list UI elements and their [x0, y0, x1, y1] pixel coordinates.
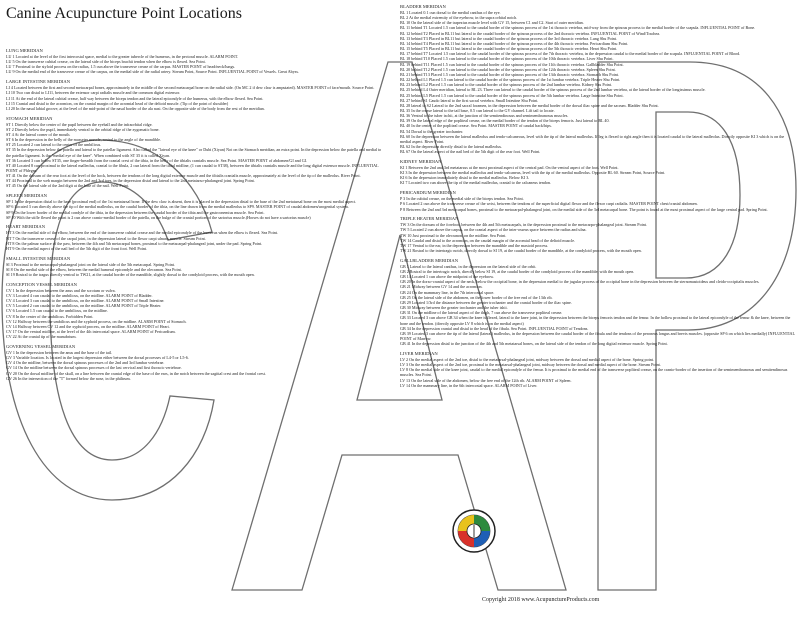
acupoint-entry: SI 3 Proximal to the metacarpal-phalangeal joint on the lateral side of the 5th metacarpal. Spring Point. — [6, 261, 175, 267]
acupoint-entry: SP 1 In the depression distal to the base (proximal end) of the 1st metatarsal bone. If the dew claw is absent, then it is placed in the depression distal to the base of the 2nd metatarsal bone on the most medial aspect. — [6, 199, 357, 205]
meridian-section — [6, 79, 386, 111]
acupoint-entry: BL 67 On the lateral aspect of the nail bed of the 5th digit of the rear foot. Well Point. — [400, 149, 541, 155]
acupoint-entry: CV 8 In the center of the umbilicus. Forbidden Point. — [6, 313, 94, 319]
acupoint-entry: KI 7 Located two cun above the tip of the medial malleolus, cranial to the calcaneus tendon. — [400, 180, 551, 186]
meridian-heading: BLADDER MERIDIAN — [400, 4, 446, 9]
meridian-heading: CONCEPTION VESSEL MERIDIAN — [6, 281, 77, 287]
meridian-heading: LARGE INTESTINE MERIDIAN — [6, 79, 71, 85]
acupoint-entry: LU 5 On the transverse cubital crease, on the lateral side of the biceps brachii tendon when the elbow is flexed. Sea Point. — [6, 59, 206, 65]
acupoint-entry: SI 8 On the medial side of the elbow, between the medial humeral epicondyle and the olecranon. Sea Point. — [6, 266, 182, 272]
acupoint-entry: LI 11 At the end of the lateral cubital crease, half way between the biceps tendon and the lateral epicondyle of the humerus, with the elbow flexed. Sea Point. — [6, 95, 264, 101]
acupoint-entry: GV 3 Variable location. Is located in the largest depression either between the dorsal processes of L4-5 or L5-6. — [6, 355, 189, 361]
acupoint-entry: SI 19 Rostral to the tragus directly ventral to TW21, at the caudal border of the mandible, slightly dorsal to the condyloid process, with the mouth open. — [6, 271, 255, 277]
acupoint-entry: BL 40 In the center of the popliteal crease. Sea Point. MASTER POINT of caudal back/hips. — [400, 123, 552, 129]
meridian-heading: SMALL INTESTINE MERIDIAN — [6, 255, 71, 261]
acupoint-entry: CV 4 Located 3 cun caudal to the umbilicus, on the midline. ALARM POINT of Small Intestine. — [6, 298, 165, 304]
acupoint-entry: BL 2 At the medial extremity of the eyebrow, in the supra orbital notch. — [400, 15, 518, 21]
acupoint-entry: SP 10 With the stifle flexed the point is 2 cun above cranio-medial border of the patella, on the bulge of the cranial portion of the sartorius muscle.(Horses do not have a sartorius muscle) — [6, 214, 311, 220]
acupoint-entry: BL 25 behind L5 Placed 1.5 cun lateral to the caudal border of the spinous process of the 5th lumbar vertebra. Large Intestine Shu Point. — [400, 92, 624, 98]
acupoint-entry: TW 5 Located 2 cun above the carpus, on the cranial aspect of the inter-osseus space between the radius and ulna. — [400, 227, 587, 233]
acupoint-entry: BL 19 behind T11 Placed 1.5 cun lateral to the caudal border of the spinous process of the 11th thoracic vertebra. Gallbladder Shu Point. — [400, 61, 624, 67]
acupoint-entry: CV 17 On the ventral midline, at the level of the 4th intercostal space. ALARM POINT of Pericardium. — [6, 328, 176, 334]
acupoint-entry: CV 6 Located 1.5 cun caudal to the umbilicus, on the midline. — [6, 308, 108, 314]
acupoint-entry: LV 14 On the mammary line, in the 6th intercostal space. ALARM POINT of Liver. — [400, 382, 538, 388]
meridian-section — [400, 351, 796, 388]
meridian-section — [400, 4, 796, 154]
meridian-section — [6, 256, 386, 277]
acupoint-entry: GB 24 On the mammary line, in the 7th intercostal space. — [400, 289, 495, 295]
acupoint-entry: LV 13 On the lateral side of the abdomen, below the free end of the 12th rib. ALARM POINT of Spleen. — [400, 377, 572, 383]
acupoint-entry: TW 10 Just proximal to the olecranon, on the midline. Sea Point. — [400, 232, 507, 238]
acupoint-entry: BL 25 behind L4 Outer meridian, lateral to BL 23. Three cun lateral to the caudal border of the spinous process of the 2nd lumbar vertebra, at the lateral border of the longissimus muscle. — [400, 87, 706, 93]
meridian-heading: TRIPLE HEATER MERIDIAN — [400, 216, 459, 222]
acupoint-entry: BL 12 behind T2 Placed in BL11 but lateral to the caudal border of the spinous process of the 2nd thoracic vertebra. INFLUENTIAL POINT of Wind/Trachea. — [400, 30, 661, 36]
acupoint-entry: GB 30 Midway between the greater trochanter and the tuber ishii. — [400, 305, 508, 311]
acupoint-entry: LI 4 Located between the first and second metacarpal bones, approximately in the middle of the second metacarpal bone on the radial side. (On MC 2 if dew claw is amputated). MASTER POINT of face/mouth. Source Point. — [6, 85, 375, 91]
acupoint-entry: GB 41 In the depression distal to the junction of the 4th and 5th metatarsal bones, on the lateral side of the tendon of the long digital extensor muscle. Spring Point. — [400, 341, 668, 347]
acupoint-entry: BL 20 behind T12 Placed 1.5 cun lateral to the caudal border of the spinous process of the 12th thoracic vertebra. Spleen Shu Point. — [400, 66, 616, 72]
acupoint-entry: LV 2 On the medial aspect of the 2nd toe, distal to the metatarsal-phalangeal joint, midway between the dorsal and medial aspect of the bone. Spring point. — [400, 356, 654, 362]
meridian-heading: KIDNEY MERIDIAN — [400, 158, 442, 164]
meridian-section — [6, 193, 386, 220]
acupoint-entry: CV 5 Located 2 cun caudal to the umbilicus, on the midline. ALARM POINT of Triple Heater. — [6, 303, 162, 309]
meridian-heading: PERICARDIUM MERIDIAN — [400, 190, 456, 196]
acupoint-entry: BL 11 behind T1 Located 1.5 cun lateral to the caudal border of the spinous process of the 1st thoracic vertebra, mid-way from the spinous process to the medial border of the scapula. INFLUENTIAL POINT of Bone. — [400, 25, 756, 31]
acupoint-entry: GV 4 On the midline, between the dorsal spinous processes of the 2nd and 3rd lumbar vertebrae. — [6, 360, 165, 366]
acupoint-entry: GB 39 Located 3 cun above the tip of the lateral (lateral) malleolus, in the depression between the caudal border of the fibula and the tendons of the peroneus longus and brevis muscles. (opposite SP 6 on which lies medially) INFLUENTIAL POINT of Marrow. — [400, 330, 795, 341]
meridian-heading: STOMACH MERIDIAN — [6, 115, 53, 121]
acupoint-entry: HT 9 On the medial aspect of the nail bed of the 5th digit of the front foot. Well Point. — [6, 245, 148, 251]
right-column — [400, 4, 796, 392]
acupoint-entry: LI 15 Cranial and distal to the acromion, on the cranial margin of the acromial head of the deltoid muscle. (Tip of the point of shoulder) — [6, 100, 229, 106]
acupoint-entry: BL 35 In the crease lateral to the tail base, 0.5 cun lateral to the GV channel. Lift tail to locate. — [400, 107, 555, 113]
acupoint-entry: LI 20 In the nasal labial groove, at the level of the mid-point of the nasal border of the ala nasi. On the opposite side of the body from the rest of the meridian. — [6, 105, 265, 111]
acupoint-entry: BL 14 behind T4 Placed in BL11 but lateral to the caudal border of the spinous process of the 4th thoracic vertebra. Pericardium Shu Point. — [400, 40, 629, 46]
left-column — [6, 48, 386, 385]
acupoint-entry: ST 35 In the depression below the patella and lateral to the patellar ligament. Also called the "lateral eye of the knee" or Dubi (Xiyan) Not on the Stomach meridian, an extra point. In the depression below the patella and medial to the patellar ligament. Is the "medial eye of the knee". When combined with ST 35 it is called Xiyan. — [6, 147, 382, 158]
acupoint-entry: HT 8 On the palmar surface of the paw, between the 4th and 5th metacarpal bones, proximal to the metacarpal-phalangeal joint, under the pad. Spring Point. — [6, 240, 263, 246]
meridian-section — [400, 216, 796, 253]
acupoint-entry: CV 12 Halfway between the umbilicus and the xyphoid process, on the midline. ALARM POINT of Stomach. — [6, 318, 187, 324]
acupoint-entry: BL 15 behind T5 Placed in BL11 but lateral to the caudal border of the spinous process of the 5th thoracic vertebra. Heart Shu Point. — [400, 46, 618, 52]
acupoint-entry: HT 3 On the medial side of the elbow, between the end of the transverse cubital crease and the medial epicondyle of the humerus when the elbow is flexed. Sea Point. — [6, 230, 278, 236]
acupoint-entry: TW 17 Ventral to the ear, in the depression between the mandible and the mastoid process. — [400, 242, 549, 248]
acupoint-entry: BL 21 behind T13 Placed 1.5 cun lateral to the caudal border of the spinous process of the 13th thoracic vertebra. Stomach Shu Point. — [400, 71, 619, 77]
logo-icon — [451, 508, 497, 554]
acupoint-entry: LU 1 Located at the level of the first intercostal space, medial to the greater tubercle of the humerus, in the pectoral muscle. ALARM POINT. — [6, 54, 239, 59]
acupoint-entry: KI 6 In the depression immediately distal to the medial malleolus. Below KI 3. — [400, 175, 530, 181]
acupoint-entry: SP 9 On the lower border of the medial condyle of the tibia, in the depression between the caudal border of the tibia and the gastrocnemius muscle. Sea Point. — [6, 209, 265, 215]
acupoint-entry: GB 14 Located 1 cun above the midpoint of the eyebrow. — [400, 274, 494, 280]
acupoint-entry: BL 28 lateral to S2 Lateral to the 2nd sacral foramen, in the depression between the medial border of the dorsal iliac spine and the sacrum. Bladder Shu Point. — [400, 102, 659, 108]
acupoint-entry: LU 9 On the medial end of the transverse crease of the carpus, on the medial side of the radial artery. Stream Point, Source Point. INFLUENTIAL POINT of Vessels. Great Abyss. — [6, 69, 299, 75]
acupoint-entry: TW 3 On the dorsum of the forefoot, between the 4th and 5th metacarpals, in the depression proximal to the metacarpo-phalangeal joint. Stream Point. — [400, 222, 647, 228]
acupoint-entry: ST 45 On the lateral side of the 2nd digit at the base of the nail. Well Point. — [6, 183, 130, 189]
acupoint-entry: GB 33 Located 3 cun above GB 34 when the knee is flexed, lateral to the knee joint, in the depression between the biceps femoris tendon and the femur. In the hollow proximal to the lateral epicondyle of the femur & the knee, between the bone and the tendon. (directly opposite LV 8 which is on the medial aspect) — [400, 315, 791, 326]
acupoint-entry: LI 10 Two cun distal to LI11, between the extensor carpi radialis muscle and the common digital extensor. — [6, 90, 180, 96]
acupoint-entry: ST 41 On the dorsum of the rear foot at the level of the hock, between the tendons of the long digital extensor muscle and the tibialis cranialis muscle, approximately at the level of the tip of the malleolus. River Point. — [6, 173, 361, 179]
acupoint-entry: GB 34 In the depression cranial and distal to the head of the fibula. Sea Point. INFLUENTIAL POINT of Tendons. — [400, 325, 589, 331]
meridian-heading: LUNG MERIDIAN — [6, 48, 43, 53]
meridian-section — [400, 190, 796, 211]
acupoint-entry: LU 7 Proximal to the styloid process on the radius, 1.5 cun above the transverse crease of the carpus. MASTER POINT of head/neck/lungs. — [6, 64, 236, 70]
acupoint-entry: BL 18 behind T10 Placed 1.5 cun lateral to the caudal border of the spinous process of the 10th thoracic vertebra. Liver Shu Point. — [400, 56, 614, 62]
acupoint-entry: BL 17 behind T7 Located 1.5 cun lateral to the caudal border of the spinous process of the 7th thoracic vertebra, in the depression caudal to the medial border of the scapula. INFLUENTIAL POINT of Blood. — [400, 51, 741, 57]
acupoint-entry: HT 7 On the transverse crease of the carpal joint, in the depression lateral to the flexor carpi ulnaris muscle. Stream Point. — [6, 235, 206, 241]
acupoint-entry: LV 8 On the medial side of the knee joint, caudal to the medial epicondyle of the femur. It is proximal to the medial end of the transverse popliteal crease, on the cranio-border of the insertion of the semimembranosus and semitendinosus muscles. Sea Point. — [400, 367, 788, 378]
meridian-section — [6, 344, 386, 381]
acupoint-entry: BL 36 Ventral to the tuber ischii, at the junction of the semitendinosus and semimembranosus muscles. — [400, 113, 569, 119]
acupoint-entry: BL 60 In the depression between the lateral malleolus and tendo-calcaneous, level with the tip of the lateral malleolus. If leg is flexed to right angle then it is located caudal to the lateral malleolus. Directly opposite KI 3 which is on the medial aspect. River Point. — [400, 133, 785, 144]
acupoint-entry: GB 21 Midway between GV 14 and the acromion. — [400, 284, 483, 290]
acupoint-entry: CV 1 In the depression between the anus and the scrotum or vulva. — [6, 287, 116, 293]
acupoint-entry: GB 20 In the dorso-cranial aspect of the neck, below the occipital bone, in the depression medial to the jugular process of the occipital bone in the depression between the sternomastoideus and cleido-occipitalis muscles. — [400, 279, 760, 285]
acupoint-entry: BL 22 behind L1 Placed 1.5 cun lateral to the caudal border of the spinous process of the 1st lumbar vertebra. Triple Heater Shu Point. — [400, 77, 621, 83]
meridian-heading: LIVER MERIDIAN — [400, 350, 438, 356]
meridian-section — [6, 48, 386, 75]
acupoint-entry: ST 1 Directly below the center of the pupil between the eyeball and the infraorbital ridge. — [6, 121, 153, 127]
acupoint-entry: ST 4 At the lateral corner of the mouth. — [6, 131, 71, 137]
meridian-heading: GALLBLADDER MERIDIAN — [400, 257, 459, 263]
meridian-heading: GOVERNING VESSEL MERIDIAN — [6, 343, 76, 349]
acupoint-entry: GB 1 Lateral to the lateral canthus, in the depression on the lateral side of the orbit. — [400, 263, 537, 269]
meridian-section — [400, 258, 796, 347]
acupoint-entry: BL 10 On the lateral side of the trapezius muscle level with GV 15, between C1 and C2. Start of outer meridian. — [400, 20, 584, 26]
acupoint-entry: ST 25 Located 2 cun lateral to the center of the umbilicus. — [6, 142, 102, 148]
acupoint-entry: GV 26 In the intersection of the "T" formed below the nose, in the philtrum. — [6, 375, 131, 381]
copyright-notice: Copyright 2018 www.AcupunctureProducts.com — [482, 597, 600, 603]
acupoint-entry: GB 25 On the lateral side of the abdomen, on the lower border of the free end of the 13th rib. — [400, 294, 553, 300]
acupoint-entry: TW 21 Rostral to the intertragic notch, directly dorsal to SI 19, at the caudal border of the mandible, at the condyloid process, with the mouth open. — [400, 248, 642, 254]
acupoint-entry: ST 44 Proximal to the web margin between the 2nd and 3rd toes, in the depression distal and lateral to the 2nd metatarso-phalangeal joint. Spring Point. — [6, 178, 255, 184]
acupoint-entry: KI 1 Between the 2nd and 3rd metatarsus at the most proximal aspect of the central pad. On the ventral aspect of the foot. Well Point. — [400, 164, 619, 170]
acupoint-entry: ST 2 Directly below the pupil, immediately ventral to the orbital ridge of the zygomatic bone. — [6, 126, 160, 132]
acupuncture-products-logo — [451, 508, 497, 554]
acupoint-entry: GV 20 On the dorsal midline of the skull, on a line between the cranial edge of the base of the ears, in the notch between the sagittal crest and the frontal crest. — [6, 370, 266, 376]
acupoint-entry: GV 14 On the midline between the dorsal spinous processes of the last cervical and first thoracic vertebrae. — [6, 365, 182, 371]
page-title: Canine Acupuncture Point Locations — [6, 5, 242, 22]
acupoint-entry: LV 3 On the medial aspect of the 2nd toe, proximal to the metatarsal-phalangeal joint, midway between the dorsal and medial aspect of the bone. Stream Point. — [400, 362, 661, 368]
meridian-section — [6, 116, 386, 189]
acupoint-entry: BL 27 behind S1 Caudo lateral to the first sacral vertebra. Small Intestine Shu Point. — [400, 97, 539, 103]
acupoint-entry: CV 3 Located 4 cun caudal to the umbilicus, on the midline. ALARM POINT of Bladder. — [6, 292, 153, 298]
acupoint-entry: GB 2 Rostral to the intertragic notch, directly below SI 19, at the caudal border of the condyloid process of the mandible, with the mouth open. — [400, 268, 635, 274]
acupoint-entry: BL 54 Dorsal to the greater trochanter. — [400, 128, 464, 134]
acupoint-entry: GV 1 In the depression between the anus and the base of the tail. — [6, 349, 113, 355]
acupoint-entry: SP 6 Located 3 cun directly above the tip of the medial malleolus, on the caudal border of the tibia, on the line drawn from the medial malleolus to SP9. MASTER POINT of caudal abdomen/urogenital system. — [6, 204, 349, 210]
acupoint-entry: KI 3 In the depression between the medial malleolus and tendo-calcaneus, level with the tip of the medial malleolus. Opposite BL 60. Stream Point, Source Point. — [400, 170, 666, 176]
acupoint-entry: BL 62 In the depression directly distal to the lateral malleolus. — [400, 144, 503, 150]
acupoint-entry: BL 13 behind T3 Placed in BL11 but lateral to the caudal border of the spinous process of the 3rd thoracic vertebra. Lung Shu Point. — [400, 35, 617, 41]
acupoint-entry: BL 1 Located 0.1 cun dorsal to the medial canthus of the eye. — [400, 10, 501, 15]
acupoint-entry: P 6 Located 2 cun above the transverse crease of the wrist, between the tendons of the superficial digital flexor and the flexor carpi radialis. MASTER POINT chest/cranial abdomen. — [400, 201, 698, 207]
acupoint-entry: GB 29 Located 1/3rd the distance between the greater trochanter and the cranial border of the iliac spine. — [400, 299, 572, 305]
acupoint-entry: P 3 In the cubital crease, on the medial side of the biceps tendon. Sea Point. — [400, 196, 524, 202]
meridian-section — [400, 159, 796, 186]
acupoint-entry: P 8 Between the 2nd and 3rd metacarpal bones, proximal to the metacarpal-phalangeal joint, on the medial side of the 3rd metacarpal bone. The point is found at the most proximal aspect of the large central pad. Spring Point. — [400, 206, 768, 212]
acupoint-entry: GB 31 On the midline of the lateral aspect of the thigh, 7 cun above the transverse popliteal crease. — [400, 310, 563, 316]
acupoint-entry: TW 14 Caudal and distal to the acromion, on the caudal margin of the acromial head of the deltoid muscle. — [400, 237, 576, 243]
meridian-section — [6, 282, 386, 340]
acupoint-entry: BL 39 On the lateral edge of the popliteal crease, on the medial border of the tendon of the biceps femoris. Just lateral to BL 40. — [400, 118, 610, 124]
acupoint-entry: CV 22 At the cranial tip of the manubrium. — [6, 334, 77, 340]
acupoint-entry: ST 40 Located 8 cun proximal to the lateral malleolus, cranial to the fibula, 2 cun lateral from the tibial midline, (1 cun caudal to ST38), between the tibialis cranialis muscle and the long digital extensor muscle. INFLUENTIAL POINT of Phlegm. — [6, 162, 379, 173]
acupoint-entry: ST 36 Located 3 cun below ST35, one finger-breadth from the cranial crest of the tibia, in the belly of the tibialis cranialis muscle. Sea Point. MASTER POINT of abdomen/GI and GI. — [6, 157, 308, 163]
meridian-section — [6, 224, 386, 251]
acupoint-entry: ST 6 In the depression in the belly of the masseter muscle, rostral to the angle of the mandible. — [6, 137, 161, 143]
meridian-heading: SPLEEN MERIDIAN — [6, 193, 47, 199]
acupoint-entry: CV 14 Halfway between CV 12 and the xyphoid process, on the midline. ALARM POINT of Heart. — [6, 323, 170, 329]
meridian-heading: HEART MERIDIAN — [6, 224, 46, 230]
acupoint-entry: BL 23 behind L2 Placed 1.5 cun lateral to the caudal border of the spinous process of the 2nd lumbar vertebra. Kidney Shu Point. — [400, 82, 612, 88]
